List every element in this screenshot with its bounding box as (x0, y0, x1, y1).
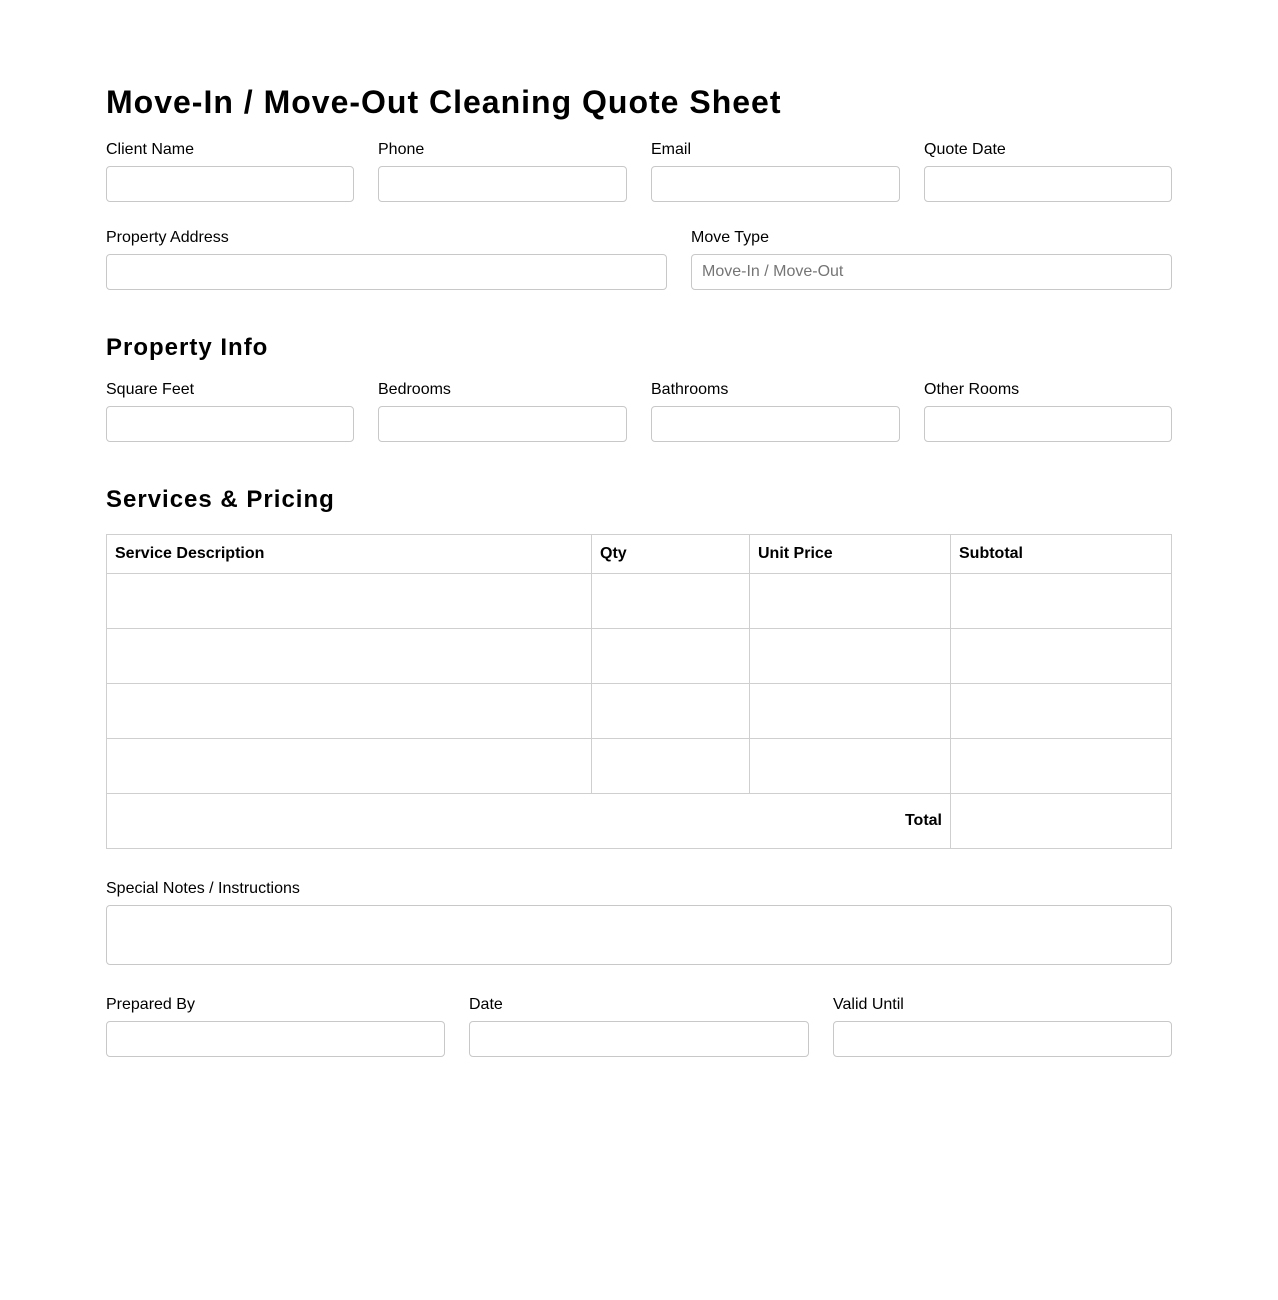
notes-textarea[interactable] (106, 905, 1172, 965)
valid-until-input[interactable] (833, 1021, 1172, 1057)
service-description-cell[interactable] (107, 684, 592, 739)
table-header-row (107, 535, 1172, 574)
date-group (469, 995, 809, 1057)
square-feet-label: Square Feet (106, 381, 195, 398)
prepared-by-group (106, 995, 445, 1057)
total-row (107, 794, 1172, 849)
page-title: Move-In / Move-Out Cleaning Quote Sheet (106, 84, 782, 120)
valid-until-group (833, 995, 1172, 1057)
service-description-cell[interactable] (107, 574, 592, 629)
property-info-heading: Property Info (106, 334, 269, 361)
service-description-cell[interactable] (107, 629, 592, 684)
table-row (107, 629, 1172, 684)
subtotal-cell[interactable] (951, 684, 1172, 739)
other-rooms-group (924, 380, 1172, 442)
property-address-group (106, 228, 667, 290)
subtotal-cell[interactable] (951, 629, 1172, 684)
phone-input[interactable] (378, 166, 627, 202)
other-rooms-label: Other Rooms (924, 381, 1020, 398)
services-table (106, 534, 1172, 849)
client-name-group (106, 140, 354, 202)
qty-cell[interactable] (592, 684, 750, 739)
phone-label: Phone (378, 141, 425, 158)
property-address-label: Property Address (106, 229, 229, 246)
quote-date-group (924, 140, 1172, 202)
service-description-cell[interactable] (107, 739, 592, 794)
move-type-input[interactable] (691, 254, 1172, 290)
email-label: Email (651, 141, 692, 158)
subtotal-cell[interactable] (951, 574, 1172, 629)
unit-price-cell[interactable] (750, 629, 951, 684)
table-row (107, 739, 1172, 794)
total-value-cell[interactable] (951, 794, 1172, 849)
col-qty: Qty (592, 535, 750, 574)
table-row (107, 574, 1172, 629)
email-group (651, 140, 900, 202)
col-service-description: Service Description (107, 535, 592, 574)
notes-label: Special Notes / Instructions (106, 880, 300, 897)
qty-cell[interactable] (592, 739, 750, 794)
email-input[interactable] (651, 166, 900, 202)
bathrooms-label: Bathrooms (651, 381, 729, 398)
bathrooms-group (651, 380, 900, 442)
move-type-group (691, 228, 1172, 290)
property-address-input[interactable] (106, 254, 667, 290)
prepared-by-label: Prepared By (106, 996, 195, 1013)
client-name-label: Client Name (106, 141, 195, 158)
unit-price-cell[interactable] (750, 684, 951, 739)
move-type-label: Move Type (691, 229, 769, 246)
services-heading: Services & Pricing (106, 486, 335, 513)
unit-price-cell[interactable] (750, 574, 951, 629)
qty-cell[interactable] (592, 574, 750, 629)
quote-date-label: Quote Date (924, 141, 1006, 158)
client-name-input[interactable] (106, 166, 354, 202)
notes-group (106, 879, 1172, 965)
unit-price-cell[interactable] (750, 739, 951, 794)
bedrooms-group (378, 380, 627, 442)
square-feet-input[interactable] (106, 406, 354, 442)
valid-until-label: Valid Until (833, 996, 904, 1013)
square-feet-group (106, 380, 354, 442)
phone-group (378, 140, 627, 202)
quote-date-input[interactable] (924, 166, 1172, 202)
col-unit-price: Unit Price (750, 535, 951, 574)
other-rooms-input[interactable] (924, 406, 1172, 442)
total-label: Total (107, 794, 951, 849)
bedrooms-label: Bedrooms (378, 381, 451, 398)
date-label: Date (469, 996, 503, 1013)
bedrooms-input[interactable] (378, 406, 627, 442)
date-input[interactable] (469, 1021, 809, 1057)
bathrooms-input[interactable] (651, 406, 900, 442)
subtotal-cell[interactable] (951, 739, 1172, 794)
qty-cell[interactable] (592, 629, 750, 684)
prepared-by-input[interactable] (106, 1021, 445, 1057)
table-row (107, 684, 1172, 739)
col-subtotal: Subtotal (951, 535, 1172, 574)
